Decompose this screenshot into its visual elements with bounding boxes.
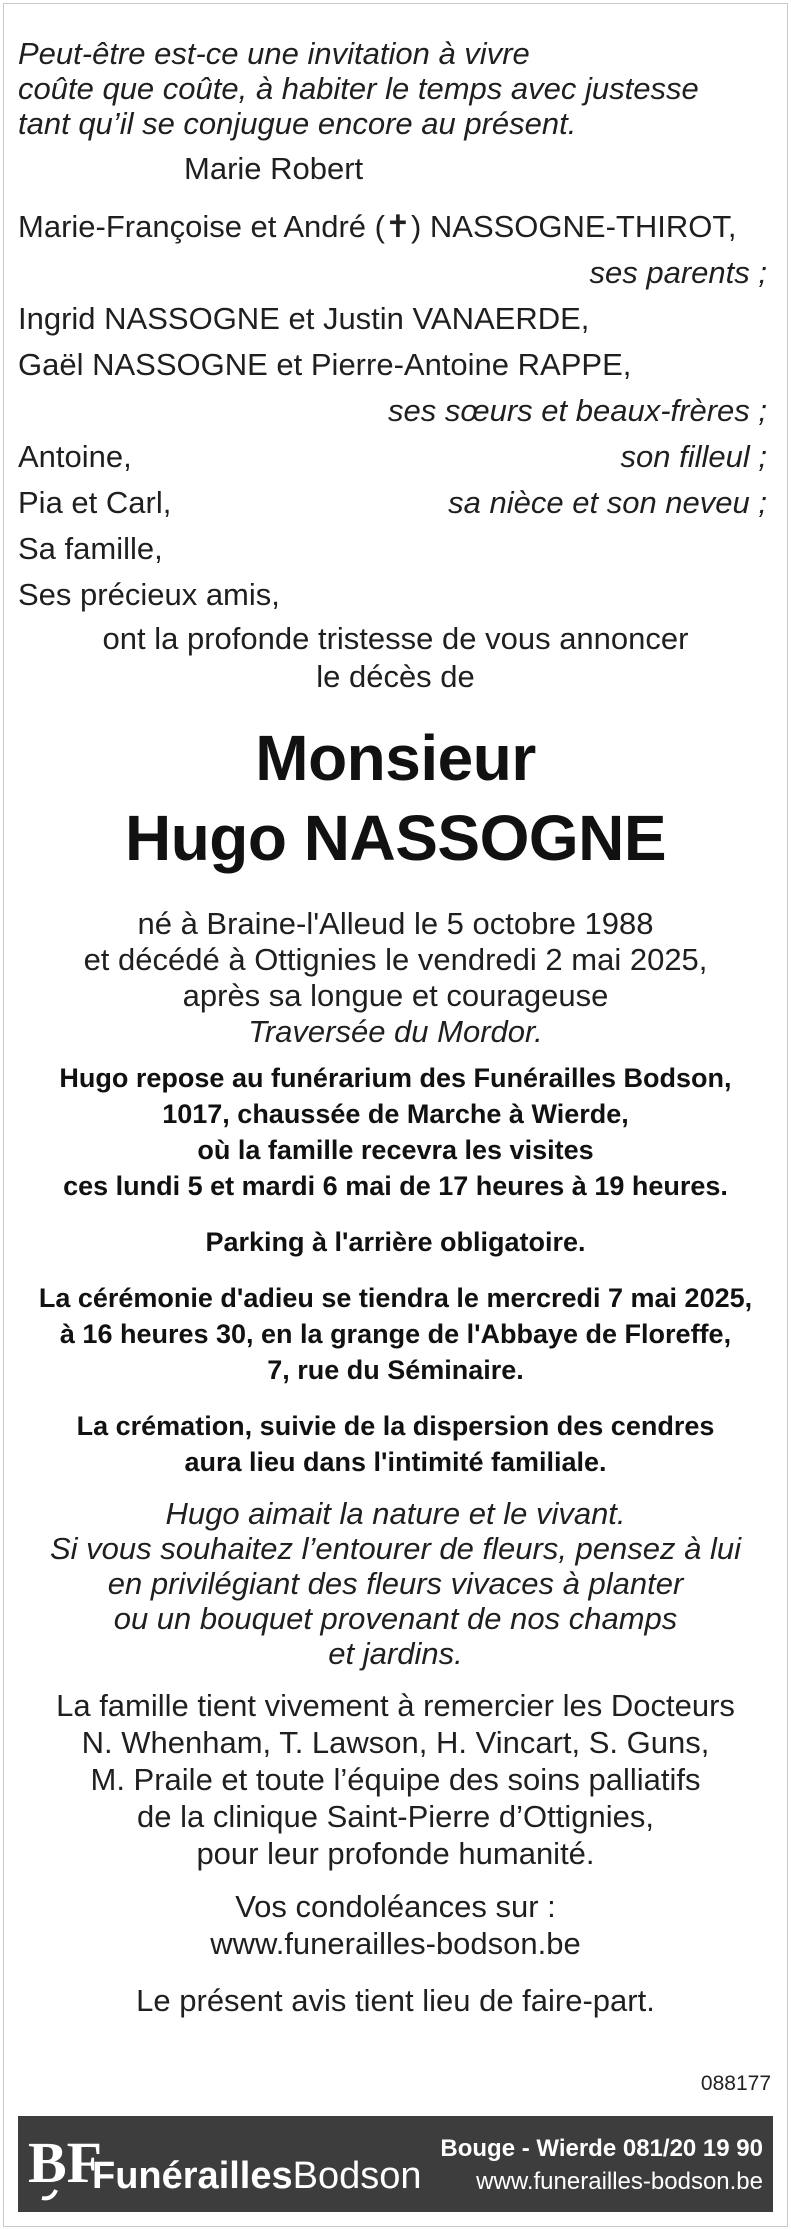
cremation-info — [18, 1408, 773, 1480]
parking-info: Parking à l'arrière obligatoire. — [205, 1227, 586, 1257]
announce-line: le décès de — [316, 659, 475, 694]
brand-name — [92, 2154, 422, 2198]
siblings-role: ses sœurs et beaux-frères ; — [387, 393, 767, 428]
visitation-info — [18, 1060, 773, 1204]
announce-line: ont la profonde tristesse de vous annoncer — [102, 621, 689, 656]
deceased-fullname: Hugo NASSOGNE — [124, 802, 667, 874]
ceremony-line: à 16 heures 30, en la grange de l'Abbaye de Floreffe, — [59, 1319, 732, 1349]
parents-names: Marie-Françoise et André (✝) NASSOGNE-THIROT, — [18, 209, 737, 244]
brand-part-bodson: Bodson — [292, 2155, 422, 2197]
locations: Bouge - Wierde — [440, 2135, 617, 2162]
website-link[interactable]: www.funerailles-bodson.be — [476, 2168, 763, 2195]
quote-line: Peut-être est-ce une invitation à vivre — [18, 36, 530, 71]
flowers-line: en privilégiant des fleurs vivaces à planter — [107, 1566, 684, 1601]
siblings-line: Gaël NASSOGNE et Pierre-Antoine RAPPE, — [18, 347, 632, 382]
journey-line: Traversée du Mordor. — [248, 1014, 543, 1049]
epigraph-quote — [18, 36, 748, 141]
ceremony-line: 7, rue du Séminaire. — [267, 1355, 524, 1385]
family-list — [18, 204, 773, 618]
contact-line — [440, 2132, 763, 2166]
thanks-line: La famille tient vivement à remercier les Docteurs — [56, 1688, 735, 1723]
flowers-line: Hugo aimait la nature et le vivant. — [165, 1496, 626, 1531]
obituary-notice — [18, 30, 773, 2024]
family-line: Sa famille, — [18, 531, 163, 566]
flowers-line: ou un bouquet provenant de nos champs — [113, 1601, 678, 1636]
after-line: après sa longue et courageuse — [182, 978, 609, 1013]
funeral-home-banner — [18, 2116, 773, 2212]
thanks-line: pour leur profonde humanité. — [196, 1836, 595, 1871]
reference-number: 088177 — [700, 2072, 771, 2095]
friends-line: Ses précieux amis, — [18, 577, 280, 612]
thanks-line: de la clinique Saint-Pierre d’Ottignies, — [137, 1799, 654, 1834]
contact-info — [440, 2132, 763, 2198]
siblings-line: Ingrid NASSOGNE et Justin VANAERDE, — [18, 301, 590, 336]
condolences-label: Vos condoléances sur : — [235, 1889, 556, 1924]
logo-letter-b: BF — [28, 2130, 103, 2195]
quote-line: tant qu’il se conjugue encore au présent. — [18, 106, 577, 141]
flowers-line: et jardins. — [328, 1636, 463, 1671]
condolences-info — [18, 1888, 773, 1962]
ceremony-info — [18, 1280, 773, 1388]
cremation-line: aura lieu dans l'intimité familiale. — [184, 1447, 607, 1477]
life-details — [18, 906, 773, 1050]
godson-role: son filleul ; — [620, 439, 767, 474]
phone-number[interactable]: 081/20 19 90 — [622, 2135, 763, 2162]
thanks-line: N. Whenham, T. Lawson, H. Vincart, S. Guns, — [81, 1725, 710, 1760]
niece-role: sa nièce et son neveu ; — [448, 485, 767, 520]
bf-logo-icon — [26, 2124, 103, 2204]
flowers-info — [18, 1496, 773, 1671]
quote-author: Marie Robert — [184, 151, 364, 186]
niece-row — [18, 480, 773, 526]
death-line: et décédé à Ottignies le vendredi 2 mai 2025, — [83, 942, 708, 977]
deceased-name — [18, 718, 773, 878]
godson-name: Antoine, — [18, 439, 132, 474]
condolences-link[interactable]: www.funerailles-bodson.be — [210, 1926, 581, 1961]
godson-row — [18, 434, 773, 480]
announcement — [18, 620, 773, 696]
deceased-title: Monsieur — [255, 722, 536, 794]
visitation-line: 1017, chaussée de Marche à Wierde, — [162, 1099, 629, 1129]
thanks-info — [18, 1687, 773, 1872]
thanks-line: M. Praile et toute l’équipe des soins palliatifs — [90, 1762, 701, 1797]
flowers-line: Si vous souhaitez l’entourer de fleurs, pensez à lui — [49, 1531, 741, 1566]
visitation-line: où la famille recevra les visites — [197, 1135, 594, 1165]
brand-part-funerailles: Funérailles — [92, 2155, 293, 2197]
visitation-line: ces lundi 5 et mardi 6 mai de 17 heures à 19 heures. — [63, 1171, 728, 1201]
quote-line: coûte que coûte, à habiter le temps avec justesse — [18, 71, 699, 106]
visitation-line: Hugo repose au funérarium des Funérailles Bodson, — [59, 1063, 732, 1093]
notice-statement: Le présent avis tient lieu de faire-part. — [136, 1983, 655, 2018]
niece-names: Pia et Carl, — [18, 485, 172, 520]
birth-line: né à Braine-l'Alleud le 5 octobre 1988 — [137, 906, 654, 941]
parents-role: ses parents ; — [589, 255, 767, 290]
cremation-line: La crémation, suivie de la dispersion des cendres — [76, 1411, 715, 1441]
ceremony-line: La cérémonie d'adieu se tiendra le mercredi 7 mai 2025, — [38, 1283, 753, 1313]
